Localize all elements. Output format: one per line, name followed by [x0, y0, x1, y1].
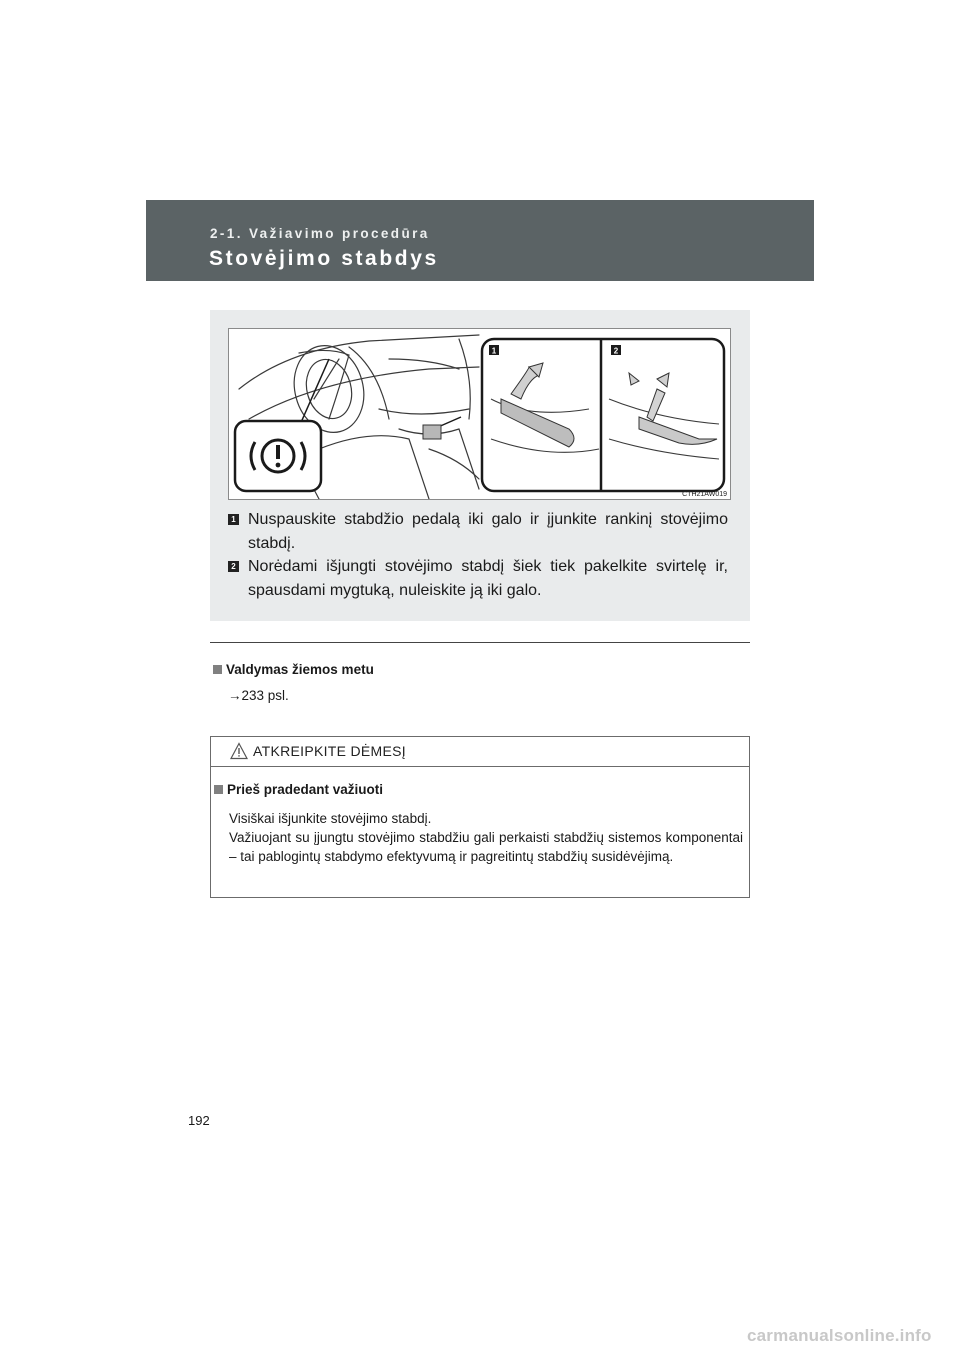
watermark: carmanualsonline.info [747, 1326, 932, 1345]
caution-paragraph-2: Važiuojant su įjungtu stovėjimo stabdžiu gali perkaisti stabdžių sistemos komponentai – tai pablogintų stabdymo efektyvumą ir pagreitintų stabdžių susidėvėjimą. [229, 830, 743, 864]
step-2 [228, 555, 728, 603]
warning-triangle-icon [230, 742, 248, 760]
page-reference: →233 psl. [228, 688, 289, 703]
caution-box [210, 736, 750, 898]
illustration-drawing [229, 329, 730, 499]
info-heading [213, 662, 374, 677]
section-label: 2-1. Važiavimo procedūra [210, 226, 430, 241]
square-bullet-icon [214, 785, 223, 794]
square-bullet-icon [213, 665, 222, 674]
figure-code: CTH21AW019 [682, 491, 727, 498]
section-divider [210, 642, 750, 643]
figure-panel [210, 310, 750, 621]
section-header [146, 200, 814, 281]
step-1 [228, 508, 728, 556]
step-text-2: Norėdami išjungti stovėjimo stabdį šiek tiek pakelkite svirtelę ir, spausdami mygtuką, nuleiskite ją iki galo. [248, 558, 728, 599]
step-text-1: Nuspauskite stabdžio pedalą iki galo ir įjunkite rankinį stovėjimo stabdį. [248, 511, 728, 552]
step-marker-2: 2 [228, 561, 239, 572]
step-marker-1: 1 [228, 514, 239, 525]
caution-body [229, 809, 743, 866]
caution-paragraph-1: Visiškai išjunkite stovėjimo stabdį. [229, 811, 432, 826]
info-heading-text: Valdymas žiemos metu [226, 662, 374, 677]
parking-brake-illustration [228, 328, 731, 500]
illus-marker-2: 2 [613, 346, 619, 356]
page-number: 192 [188, 1113, 210, 1128]
caution-title: ATKREIPKITE DĖMESĮ [253, 743, 406, 759]
page-title: Stovėjimo stabdys [209, 247, 439, 270]
caution-subheading [214, 782, 383, 797]
caution-header [211, 737, 749, 767]
illus-marker-1: 1 [491, 346, 497, 356]
caution-subheading-text: Prieš pradedant važiuoti [227, 782, 384, 797]
